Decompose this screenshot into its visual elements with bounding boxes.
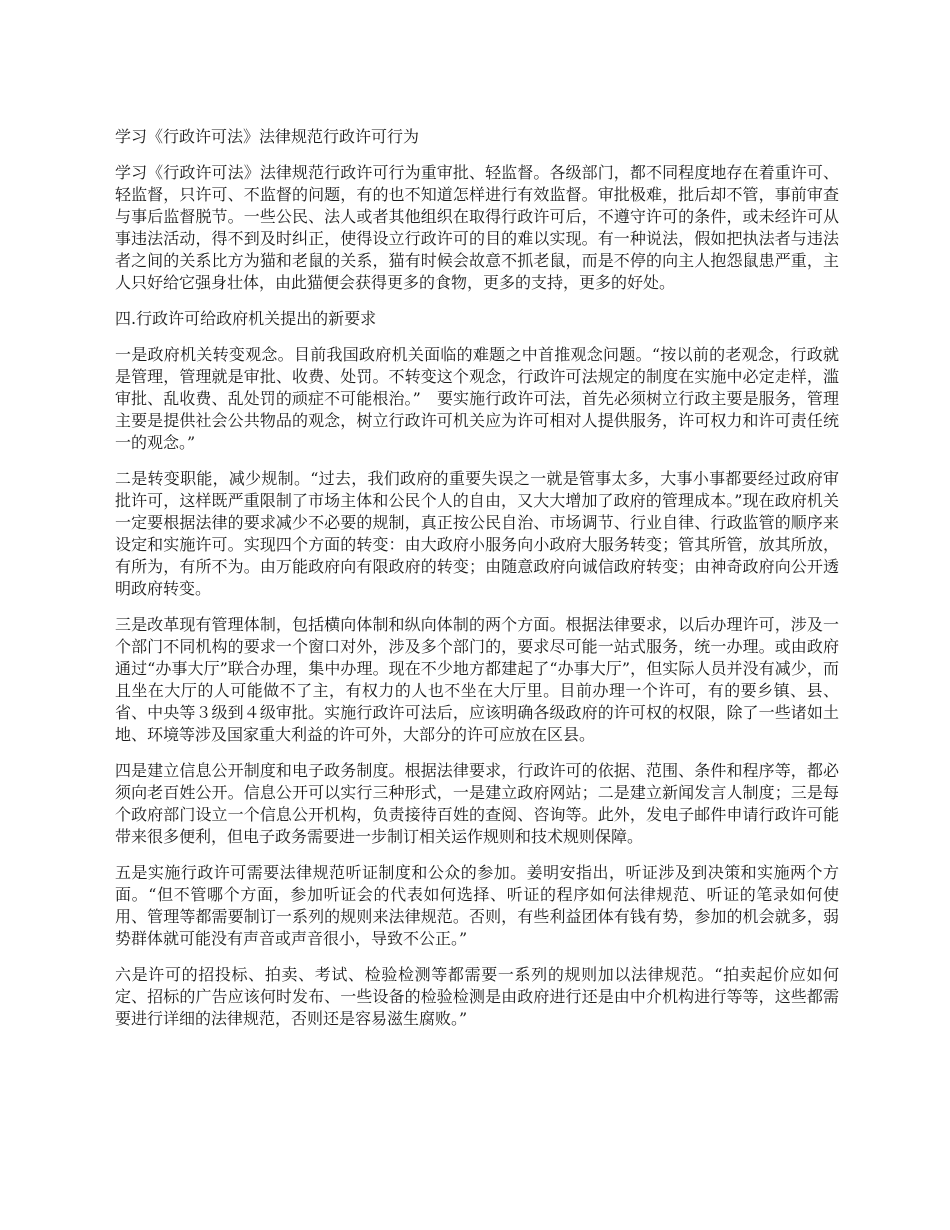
paragraph-point-5: 五是实施行政许可需要法律规范听证制度和公众的参加。姜明安指出，听证涉及到决策和实施两个方面。“但不管哪个方面，参加听证会的代表如何选择、听证的程序如何法律规范、听证的笔录如何使用、管理等都需要制订一系列的规则来法律规范。否则，有些利益团体有钱有势，参加的机会就多，弱势群体就可能没有声音或声音很小，导致不公正。” — [115, 863, 839, 948]
paragraph-point-4: 四是建立信息公开制度和电子政务制度。根据法律要求，行政许可的依据、范围、条件和程序等，都必须向老百姓公开。信息公开可以实行三种形式，一是建立政府网站；二是建立新闻发言人制度；三是每个政府部门设立一个信息公开机构，负责接待百姓的查阅、咨询等。此外，发电子邮件申请行政许可能带来很多便利，但电子政务需要进一步制订相关运作规则和技术规则保障。 — [115, 761, 839, 846]
paragraph-point-3: 三是改革现有管理体制，包括横向体制和纵向体制的两个方面。根据法律要求，以后办理许可，涉及一个部门不同机构的要求一个窗口对外，涉及多个部门的，要求尽可能一站式服务，统一办理。或由政府通过“办事大厅”联合办理，集中办理。现在不少地方都建起了“办事大厅”，但实际人员并没有减少，而且坐在大厅的人可能做不了主，有权力的人也不坐在大厅里。目前办理一个许可，有的要乡镇、县、省、中央等３级到４级审批。实施行政许可法后，应该明确各级政府的许可权的权限，除了一些诸如土地、环境等涉及国家重大利益的许可外，大部分的许可应放在区县。 — [115, 615, 839, 744]
paragraph-point-2: 二是转变职能，减少规制。“过去，我们政府的重要失误之一就是管事太多，大事小事都要经过政府审批许可，这样既严重限制了市场主体和公民个人的自由，又大大增加了政府的管理成本。”现在政府机关一定要根据法律的要求减少不必要的规制，真正按公民自治、市场调节、行业自律、行政监管的顺序来设定和实施许可。实现四个方面的转变：由大政府小服务向小政府大服务转变；管其所管，放其所放，有所为，有所不为。由万能政府向有限政府的转变；由随意政府向诚信政府转变；由神奇政府向公开透明政府转变。 — [115, 469, 839, 598]
document-title: 学习《行政许可法》法律规范行政许可行为 — [115, 127, 420, 146]
document-body — [115, 126, 839, 1044]
section-heading: 四.行政许可给政府机关提出的新要求 — [115, 309, 377, 328]
paragraph-point-6: 六是许可的招投标、拍卖、考试、检验检测等都需要一系列的规则加以法律规范。“拍卖起价应如何定、招标的广告应该何时发布、一些设备的检验检测是由政府进行还是由中介机构进行等等，这些都需要进行详细的法律规范，否则还是容易滋生腐败。” — [115, 965, 839, 1028]
paragraph-point-1: 一是政府机关转变观念。目前我国政府机关面临的难题之中首推观念问题。“按以前的老观念，行政就是管理，管理就是审批、收费、处罚。不转变这个观念，行政许可法规定的制度在实施中必定走样，滥审批、乱收费、乱处罚的顽症不可能根治。” 要实施行政许可法，首先必须树立行政主要是服务，管理主要是提供社会公共物品的观念，树立行政许可机关应为许可相对人提供服务，许可权力和许可责任统一的观念。” — [115, 345, 839, 452]
intro-paragraph: 学习《行政许可法》法律规范行政许可行为重审批、轻监督。各级部门，都不同程度地存在着重许可、轻监督，只许可、不监督的问题，有的也不知道怎样进行有效监督。审批极难，批后却不管，事前审查与事后监督脱节。一些公民、法人或者其他组织在取得行政许可后，不遵守许可的条件，或未经许可从事违法活动，得不到及时纠正，使得设立行政许可的目的难以实现。有一种说法，假如把执法者与违法者之间的关系比方为猫和老鼠的关系，猫有时候会故意不抓老鼠，而是不停的向主人抱怨鼠患严重，主人只好给它强身壮体，由此猫便会获得更多的食物，更多的支持，更多的好处。 — [115, 163, 839, 292]
